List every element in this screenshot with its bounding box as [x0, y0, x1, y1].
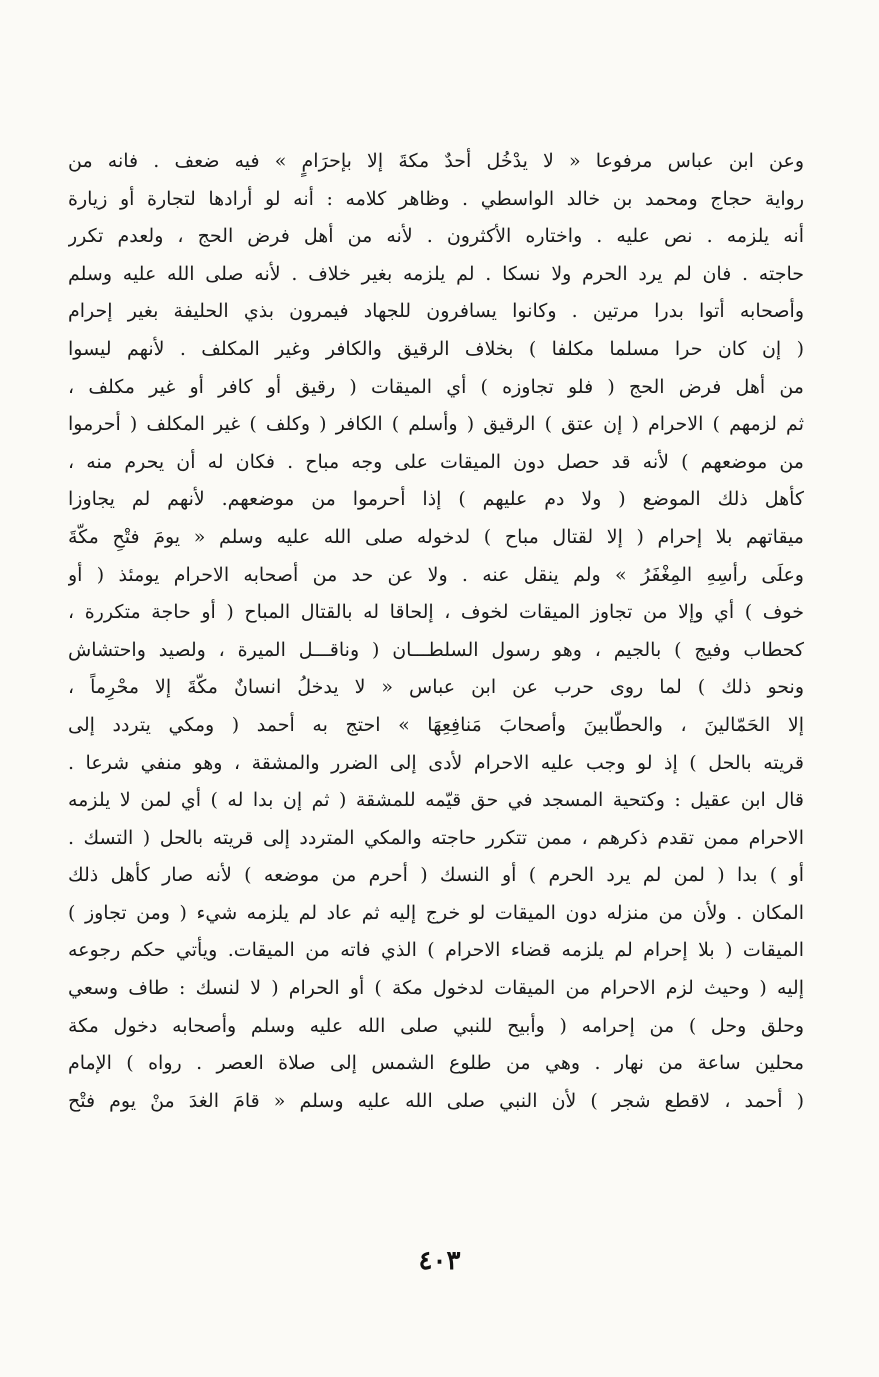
text-line: رواية حجاج ومحمد بن خالد الواسطي . وظاهر كلامه : أنه لو أرادها لتجارة أو زيارة: [68, 187, 804, 210]
text-line: قريته بالحل ) إذ لو وجب عليه الاحرام لأدى إلى الضرر والمشقة ، وهو منفي شرعا .: [68, 751, 804, 774]
text-line: وعن ابن عباس مرفوعا « لا يدْخُل أحدٌ مكةَ إلا بإحرَامٍ » فيه ضعف . فانه من: [68, 150, 804, 172]
text-line: ( أحمد ، لاقطع شجر ) لأن النبي صلى الله عليه وسلم « قامَ الغدَ منْ يوم فتْح: [68, 1089, 804, 1112]
text-line: الميقات ( بلا إحرام لم يلزمه قضاء الاحرام ) الذي فاته من الميقات. ويأتي حكم رجوعه: [68, 939, 804, 962]
text-line: خوف ) أي وإلا من تجاوز الميقات لخوف ، إلحاقا له بالقتال المباح ( أو حاجة متكررة ،: [68, 601, 804, 624]
text-line: أنه يلزمه . نص عليه . واختاره الأكثرون . لأنه من أهل فرض الحج ، ولعدم تكرر: [68, 225, 804, 248]
text-line: من موضعهم ) لأنه قد حصل دون الميقات على وجه مباح . فكان له أن يحرم منه ،: [68, 450, 804, 473]
text-line: قال ابن عقيل : وكتحية المسجد في حق قيّمه للمشقة ( ثم إن بدا له ) أي لمن لا يلزمه: [68, 789, 804, 812]
text-line: إليه ( وحيث لزم الاحرام من الميقات لدخول مكة ) أو الحرام ( لا لنسك : طاف وسعي: [68, 977, 804, 1000]
text-line: محلين ساعة من نهار . وهي من طلوع الشمس إلى صلاة العصر . رواه ) الإمام: [68, 1052, 804, 1075]
text-line: ميقاتهم بلا إحرام ( إلا لقتال مباح ) لدخوله صلى الله عليه وسلم « يومَ فتْحِ مكّةَ: [68, 525, 804, 548]
text-line: وأصحابه أتوا بدرا مرتين . وكانوا يسافرون للجهاد فيمرون بذي الحليفة بغير إحرام: [68, 300, 804, 323]
body-text: [68, 143, 804, 1120]
text-line: وحلق وحل ) من إحرامه ( وأبيح للنبي صلى الله عليه وسلم وأصحابه دخول مكة: [68, 1014, 804, 1037]
text-line: إلا الحَمّالينَ ، والحطّابينَ وأصحابَ مَنافِعِهَا » احتج به أحمد ( ومكي يتردد إلى: [68, 713, 804, 736]
text-line: أو ) بدا ( لمن لم يرد الحرم ) أو النسك ( أحرم من موضعه ) لأنه صار كأهل ذلك: [68, 864, 804, 887]
text-line: ثم لزمهم ) الاحرام ( إن عتق ) الرقيق ( وأسلم ) الكافر ( وكلف ) غير المكلف ( أحرموا: [68, 413, 804, 436]
text-line: من أهل فرض الحج ( فلو تجاوزه ) أي الميقات ( رقيق أو كافر أو غير مكلف ،: [68, 375, 804, 398]
text-line: ونحو ذلك ) لما روى حرب عن ابن عباس « لا يدخلُ انسانٌ مكّةَ إلا محْرِماً ،: [68, 676, 804, 699]
text-line: كحطاب وفيج ) بالجيم ، وهو رسول السلطـــان ( وناقـــل الميرة ، ولصيد واحتشاش: [68, 638, 804, 661]
text-line: كأهل ذلك الموضع ( ولا دم عليهم ) إذا أحرموا من موضعهم. لأنهم لم يجاوزا: [68, 488, 804, 511]
text-line: وعلَى رأسِهِ المِغْفَرُ » ولم ينقل عنه . ولا عن حد من أصحابه الاحرام يومئذ ( أو: [68, 563, 804, 586]
page-number: ٤٠٣: [418, 1246, 461, 1276]
text-line: المكان . ولأن من منزله دون الميقات لو خرج إليه ثم عاد لم يلزمه شيء ( ومن تجاوز ): [68, 901, 804, 924]
text-line: حاجته . فان لم يرد الحرم ولا نسكا . لم يلزمه بغير خلاف . لأنه صلى الله عليه وسلم: [68, 262, 804, 285]
text-line: الاحرام ممن تقدم ذكرهم ، ممن تتكرر حاجته والمكي المتردد إلى قريته بالحل ( التسك .: [68, 826, 804, 849]
text-line: ( إن كان حرا مسلما مكلفا ) بخلاف الرقيق والكافر وغير المكلف . لأنهم ليسوا: [68, 337, 804, 360]
